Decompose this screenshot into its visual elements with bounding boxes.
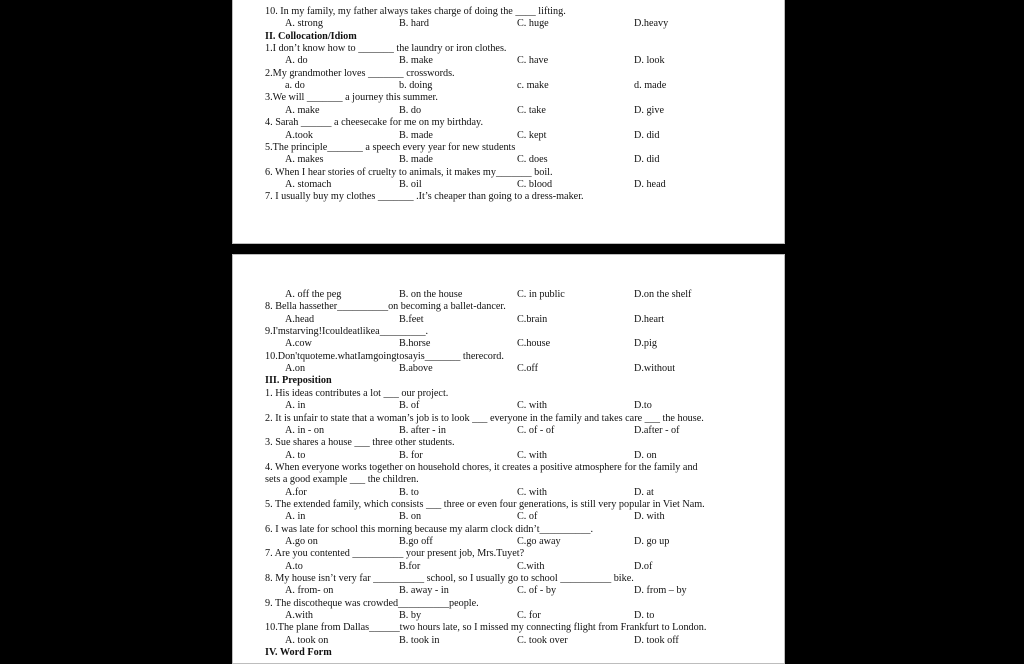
answer-option: A.took: [285, 129, 314, 141]
answer-option: B.horse: [399, 338, 431, 350]
answer-option: A.on: [285, 363, 306, 375]
answer-option: A. to: [285, 449, 306, 461]
answer-option: A. took on: [285, 634, 329, 646]
answer-option: D. with: [634, 511, 665, 523]
answer-option: A. makes: [285, 154, 324, 166]
answer-option: C.off: [517, 363, 539, 375]
question-text: 5. The extended family, which consists ___ three or even four generations, is still very popular in Viet Nam.: [265, 498, 705, 510]
question-text: 7. I usually buy my clothes _______ .It’s cheaper than going to a dress-maker.: [265, 191, 584, 203]
answer-option: C. of - of: [517, 424, 555, 436]
answer-option: D.of: [634, 560, 653, 572]
question-line: [233, 141, 785, 154]
question-text: 2.My grandmother loves _______ crosswords.: [265, 67, 455, 79]
answer-option: B. made: [399, 129, 433, 141]
answer-option: C.house: [517, 338, 551, 350]
question-line: [233, 166, 785, 179]
answer-option: D.pig: [634, 338, 657, 350]
question-text: 10.The plane from Dallas______two hours late, so I missed my connecting flight from Frankfurt to London.: [265, 622, 707, 634]
answer-option: B. do: [399, 104, 422, 116]
worksheet-page-2: [232, 254, 785, 664]
answer-option: B. make: [399, 55, 433, 67]
answer-option: A. off the peg: [285, 289, 342, 300]
answer-options: [233, 104, 785, 117]
question-line: [233, 523, 785, 536]
answer-option: D.without: [634, 363, 676, 375]
answer-options: [233, 399, 785, 412]
answer-option: B. on the house: [399, 289, 463, 300]
question-text: 8. Bella hassether__________on becoming a ballet-dancer.: [265, 301, 506, 313]
answer-option: A.to: [285, 560, 303, 572]
answer-option: A.go on: [285, 536, 318, 547]
answer-option: C. of - by: [517, 585, 557, 597]
question-line: [233, 350, 785, 363]
answer-option: D. took off: [634, 634, 679, 646]
answer-options: [233, 288, 785, 301]
answer-option: B. by: [399, 610, 422, 622]
answer-option: B.above: [399, 363, 433, 375]
question-line: [233, 300, 785, 313]
answer-option: D. go up: [634, 536, 670, 547]
answer-options: [233, 54, 785, 67]
worksheet-page-1: [232, 0, 785, 244]
question-line: [233, 91, 785, 104]
answer-options: [233, 584, 785, 597]
question-line: [233, 572, 785, 585]
answer-option: a. do: [285, 80, 305, 92]
question-text: 10.Don'tquoteme.whatIamgoingtosayis_______ therecord.: [265, 350, 504, 362]
answer-option: A.cow: [285, 338, 312, 350]
answer-options: [233, 634, 785, 647]
question-line: [233, 473, 785, 486]
answer-options: [233, 153, 785, 166]
answer-option: A. make: [285, 104, 320, 116]
answer-option: B. after - in: [399, 424, 446, 436]
answer-options: [233, 362, 785, 375]
answer-options: [233, 510, 785, 523]
question-line: [233, 116, 785, 129]
question-text: 3.We will _______ a journey this summer.: [265, 92, 438, 104]
answer-option: B. took in: [399, 634, 440, 646]
question-line: [233, 42, 785, 55]
question-line: [233, 498, 785, 511]
answer-option: C.go away: [517, 536, 561, 547]
answer-option: A. stomach: [285, 178, 332, 190]
answer-option: D. look: [634, 55, 665, 67]
question-text: 3. Sue shares a house ___ three other students.: [265, 437, 455, 449]
question-text: 6. I was late for school this morning because my alarm clock didn’t__________.: [265, 523, 594, 535]
answer-option: B. made: [399, 154, 433, 166]
answer-option: D. from – by: [634, 585, 687, 597]
question-line: [233, 412, 785, 425]
question-line: [233, 5, 785, 18]
answer-option: D.on the shelf: [634, 289, 692, 300]
answer-option: C. blood: [517, 178, 553, 190]
answer-option: A. in - on: [285, 424, 325, 436]
answer-options: [233, 178, 785, 191]
answer-option: C. huge: [517, 18, 549, 30]
question-text: 5.The principle_______ a speech every year for new students: [265, 141, 516, 153]
question-text: 8. My house isn’t very far __________ school, so I usually go to school __________ bike.: [265, 573, 634, 585]
answer-option: B. to: [399, 486, 419, 498]
answer-options: [233, 313, 785, 326]
answer-option: d. made: [634, 80, 667, 92]
question-text: 1.I don’t know how to _______ the laundry or iron clothes.: [265, 43, 507, 55]
answer-option: A. in: [285, 400, 306, 412]
answer-option: B.for: [399, 560, 421, 572]
question-text: 6. When I hear stories of cruelty to animals, it makes my_______ boil.: [265, 166, 553, 178]
question-text: sets a good example ___ the children.: [265, 474, 419, 486]
question-text: 1. His ideas contributes a lot ___ our project.: [265, 387, 449, 399]
section-heading: [233, 30, 785, 43]
answer-options: [233, 17, 785, 30]
answer-option: C. of: [517, 511, 538, 523]
question-text: 4. When everyone works together on household chores, it creates a positive atmosphere for the family and: [265, 461, 698, 473]
answer-option: D. at: [634, 486, 654, 498]
question-line: [233, 461, 785, 474]
answer-option: D.heart: [634, 313, 665, 325]
answer-option: A.head: [285, 313, 315, 325]
answer-option: D.heavy: [634, 18, 669, 30]
answer-option: C. have: [517, 55, 549, 67]
answer-option: B. of: [399, 400, 420, 412]
answer-option: B.go off: [399, 536, 433, 547]
question-line: [233, 436, 785, 449]
answer-options: [233, 424, 785, 437]
answer-options: [233, 486, 785, 499]
answer-option: D. did: [634, 154, 660, 166]
question-line: [233, 387, 785, 400]
answer-options: [233, 79, 785, 92]
answer-option: B. for: [399, 449, 423, 461]
answer-option: c. make: [517, 80, 549, 92]
answer-options: [233, 535, 785, 548]
answer-option: A.for: [285, 486, 307, 498]
section-heading: [233, 374, 785, 387]
question-text: 10. In my family, my father always takes charge of doing the ____ lifting.: [265, 6, 566, 17]
answer-option: D. on: [634, 449, 657, 461]
section-title: III. Preposition: [265, 375, 332, 387]
answer-option: C. does: [517, 154, 548, 166]
answer-option: C. for: [517, 610, 541, 622]
section-title: II. Collocation/Idiom: [265, 30, 357, 42]
answer-option: B. away - in: [399, 585, 449, 597]
question-text: 4. Sarah ______ a cheesecake for me on my birthday.: [265, 117, 484, 129]
answer-option: C. take: [517, 104, 546, 116]
question-line: [233, 621, 785, 634]
answer-option: D.to: [634, 400, 652, 412]
question-text: 9. The discotheque was crowded__________people.: [265, 597, 479, 609]
answer-option: b. doing: [399, 80, 433, 92]
section-title: IV. Word Form: [265, 647, 332, 659]
answer-option: D.after - of: [634, 424, 680, 436]
question-line: [233, 67, 785, 80]
section-heading: [233, 646, 785, 659]
answer-option: A. strong: [285, 18, 323, 30]
question-line: [233, 325, 785, 338]
answer-option: D. give: [634, 104, 664, 116]
answer-option: C. kept: [517, 129, 547, 141]
question-line: [233, 597, 785, 610]
question-text: 2. It is unfair to state that a woman’s job is to look ___ everyone in the family and takes care ___ the house.: [265, 412, 704, 424]
answer-option: C. with: [517, 486, 548, 498]
answer-options: [233, 337, 785, 350]
question-line: [233, 547, 785, 560]
answer-option: C. in public: [517, 289, 565, 300]
answer-option: A.with: [285, 610, 314, 622]
answer-option: C.brain: [517, 313, 548, 325]
question-text: 9.I'mstarving!Icouldeatlikea_________.: [265, 326, 429, 338]
question-text: 7. Are you contented __________ your present job, Mrs.Tuyet?: [265, 548, 525, 560]
answer-options: [233, 129, 785, 142]
question-line: [233, 190, 785, 203]
answer-option: C. with: [517, 400, 548, 412]
answer-option: C.with: [517, 560, 545, 572]
answer-option: B.feet: [399, 313, 424, 325]
answer-options: [233, 609, 785, 622]
answer-option: A. from- on: [285, 585, 334, 597]
answer-option: C. with: [517, 449, 548, 461]
answer-options: [233, 560, 785, 573]
answer-option: A. in: [285, 511, 306, 523]
answer-option: B. hard: [399, 18, 429, 30]
answer-option: D. to: [634, 610, 655, 622]
answer-option: C. took over: [517, 634, 568, 646]
answer-option: B. oil: [399, 178, 422, 190]
answer-option: A. do: [285, 55, 308, 67]
answer-option: D. head: [634, 178, 666, 190]
answer-options: [233, 449, 785, 462]
answer-option: D. did: [634, 129, 660, 141]
answer-option: B. on: [399, 511, 422, 523]
